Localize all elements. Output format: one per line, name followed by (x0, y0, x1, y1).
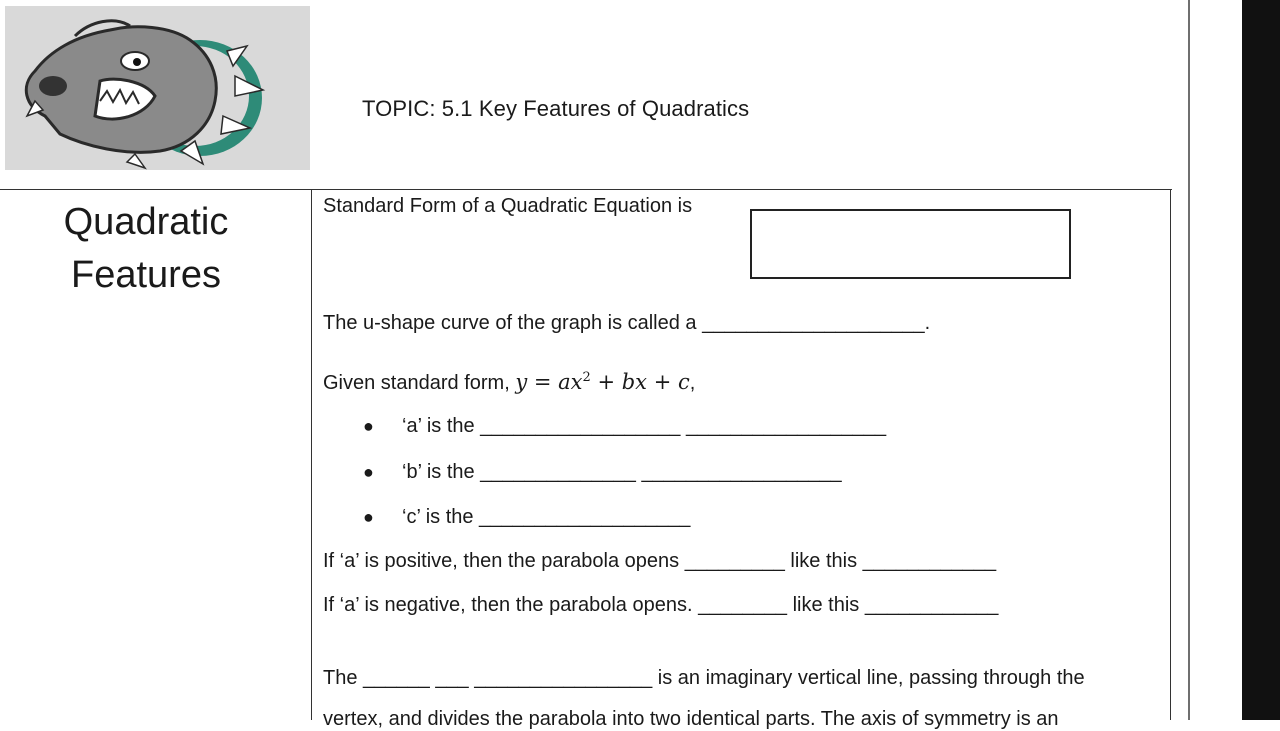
table-right-border (1170, 189, 1171, 720)
bullet-a: ‘a’ is the __________________ __________________ (402, 415, 887, 437)
ushape-question: The u-shape curve of the graph is called a ____________________. (323, 312, 931, 334)
table-top-border (0, 189, 1172, 190)
quadratic-equation (515, 370, 689, 394)
bullet-dot: ● (363, 462, 374, 482)
axis-of-symmetry-line2: vertex, and divides the parabola into two identical parts. The axis of symmetry is an (323, 708, 1059, 730)
equation-exponent: 2 (582, 370, 591, 385)
page-edge (1188, 0, 1190, 720)
standard-form-prompt: Standard Form of a Quadratic Equation is (323, 195, 693, 217)
given-suffix: , (689, 372, 696, 394)
equation-start: y = ax (515, 370, 583, 394)
bullet-dot: ● (363, 507, 374, 527)
section-title-line1: Quadratic (63, 201, 229, 243)
given-standard-form (323, 370, 695, 395)
axis-of-symmetry-line1: The ______ ___ ________________ is an imaginary vertical line, passing through the (323, 667, 1085, 689)
bulldog-logo (5, 6, 310, 170)
equation-rest: + bx + c (590, 370, 690, 394)
screen-edge-bar (1242, 0, 1280, 720)
section-title-line2: Features (71, 254, 221, 296)
section-title (0, 196, 292, 302)
bullet-b: ‘b’ is the ______________ __________________ (402, 461, 842, 483)
bullet-c: ‘c’ is the ___________________ (402, 506, 691, 528)
table-column-divider (311, 189, 312, 720)
topic-heading: TOPIC: 5.1 Key Features of Quadratics (362, 96, 750, 121)
standard-form-answer-box[interactable] (750, 209, 1071, 279)
bullet-dot: ● (363, 416, 374, 436)
positive-a-question: If ‘a’ is positive, then the parabola opens _________ like this ____________ (323, 550, 997, 572)
given-prefix: Given standard form, (323, 372, 516, 394)
negative-a-question: If ‘a’ is negative, then the parabola opens. ________ like this ____________ (323, 594, 999, 616)
